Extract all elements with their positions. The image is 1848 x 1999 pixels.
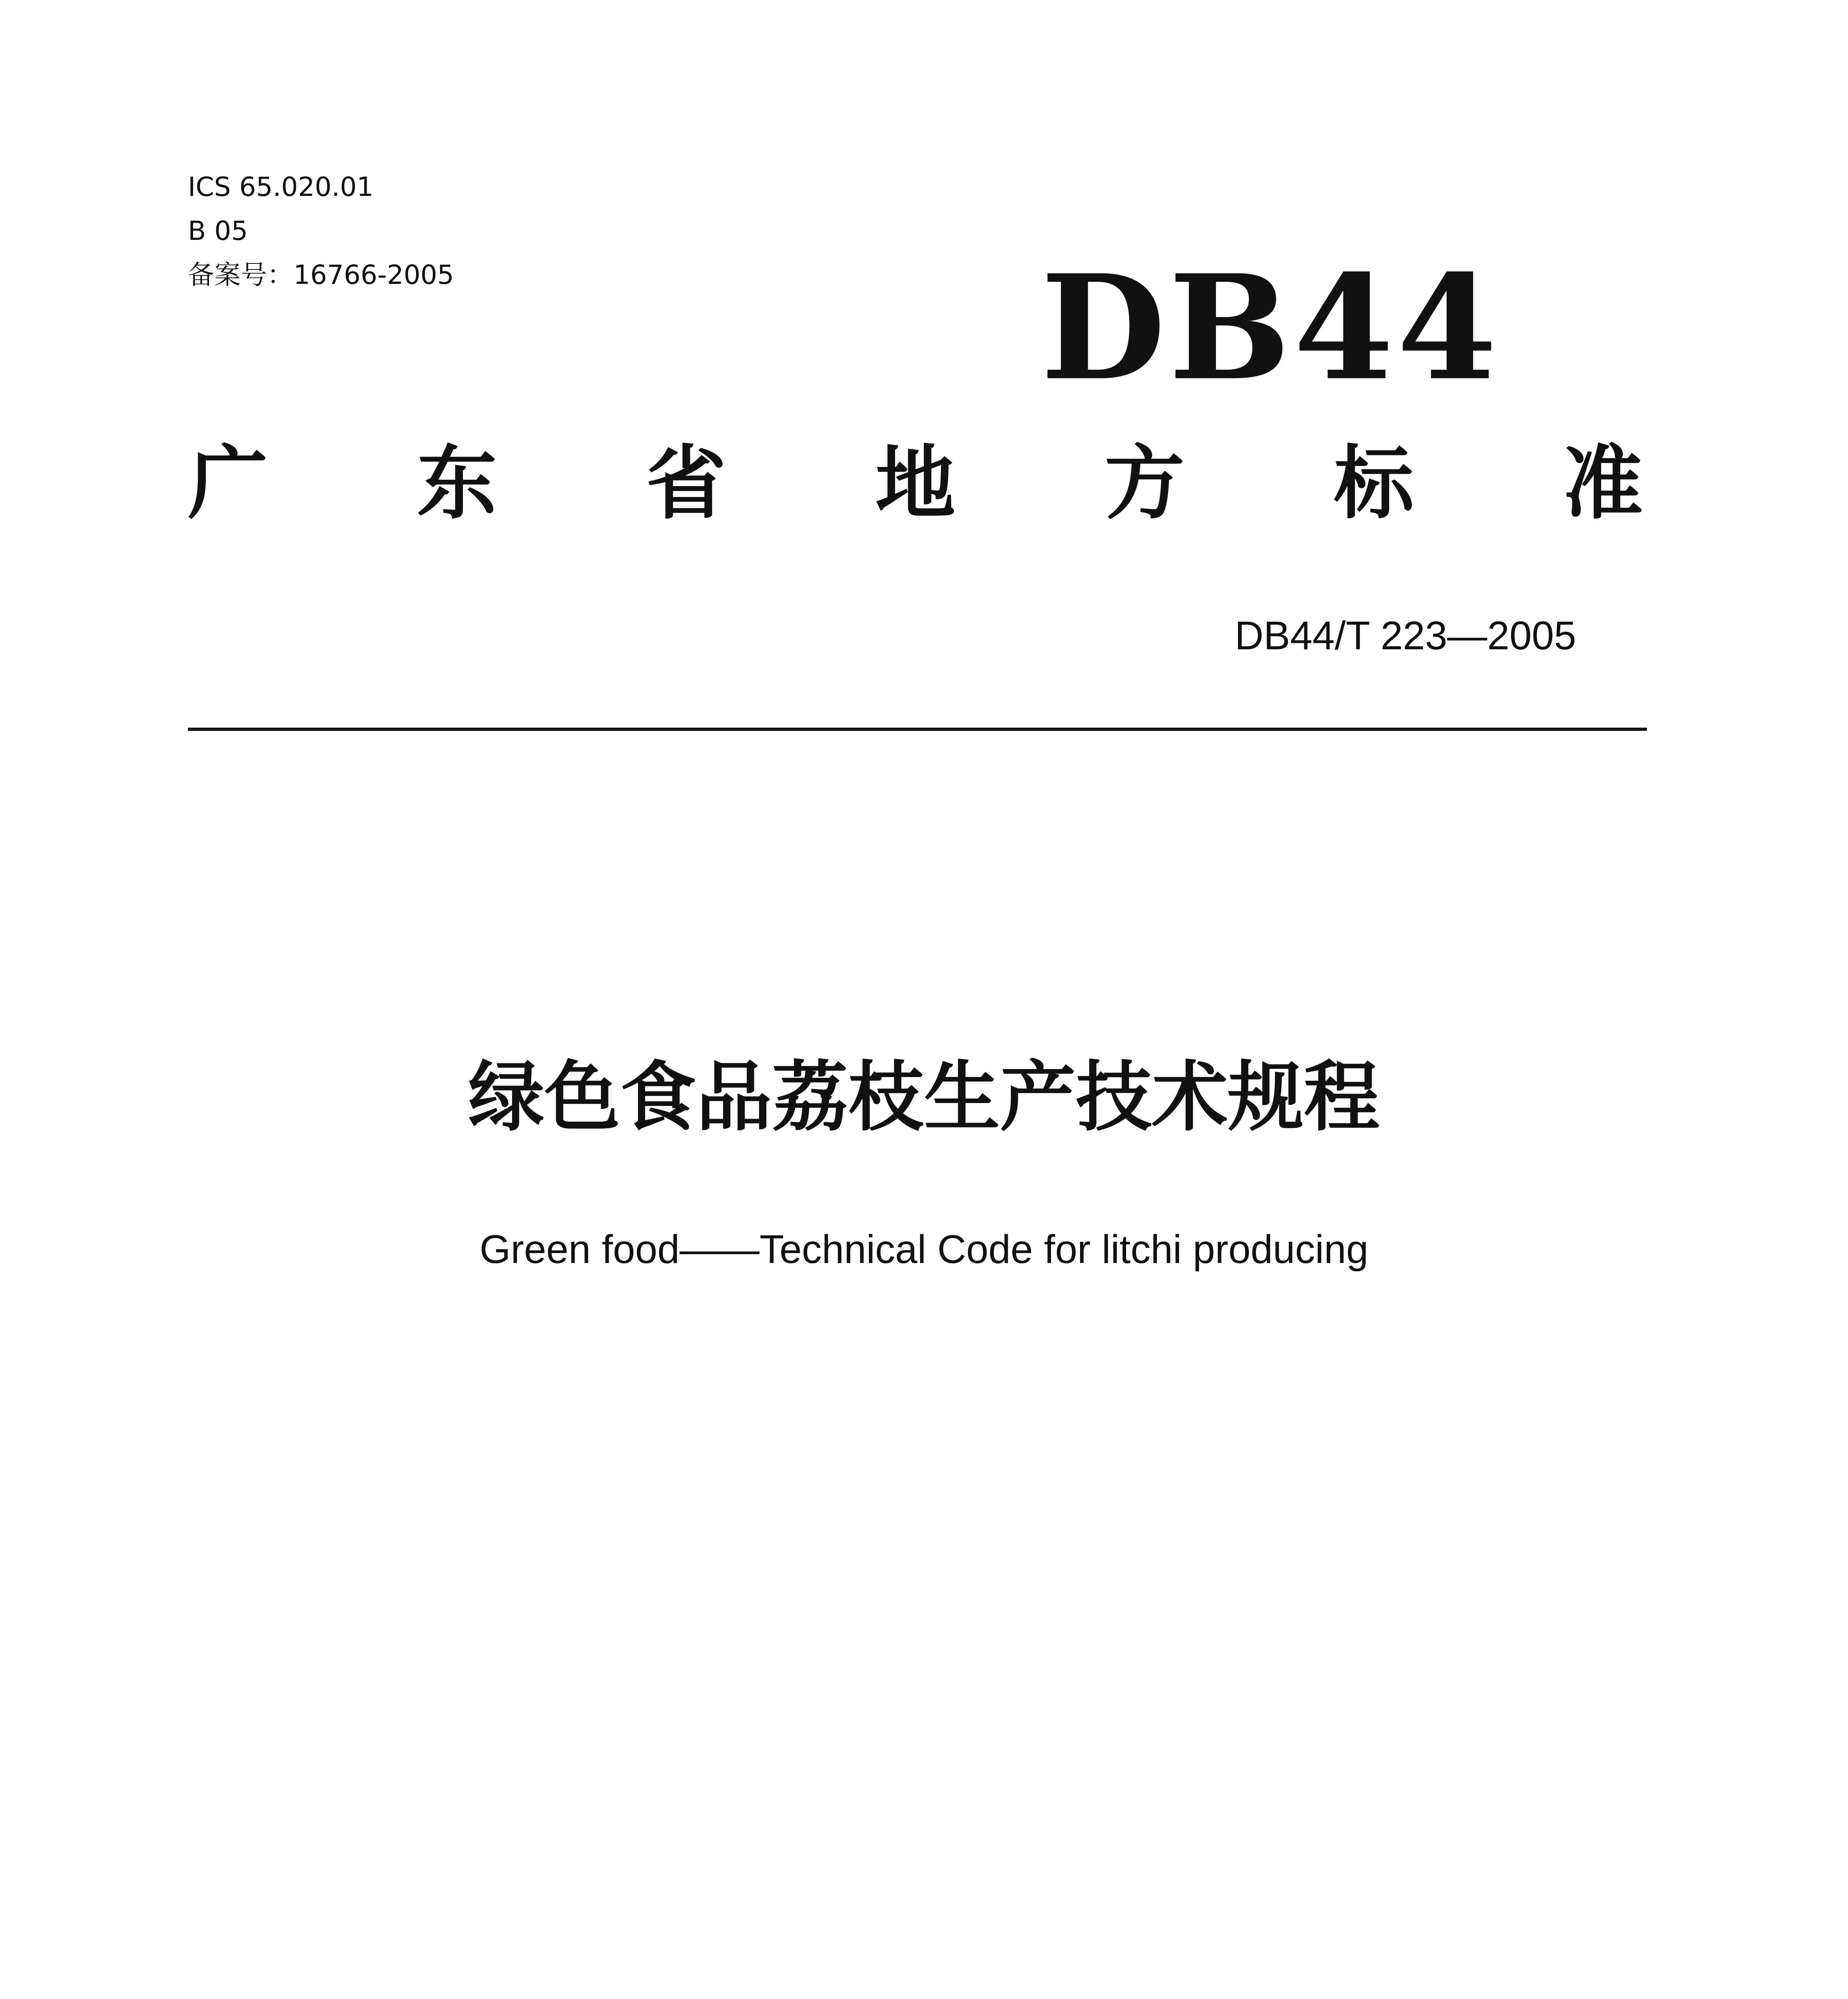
standard-type-char: 东 [417,437,497,530]
db-mark: DB44 [1041,243,1500,412]
document-title-en: Green food——Technical Code for litchi producing [479,1227,1369,1272]
standard-type-char: 地 [875,437,955,530]
document-title-cn: 绿色食品荔枝生产技术规程 [468,1053,1380,1141]
standard-type-char: 方 [1104,437,1185,530]
standard-number: DB44/T 223—2005 [1234,613,1576,658]
ccs-code: B 05 [188,215,248,246]
standard-type-char: 省 [646,437,726,530]
standard-type-char: 广 [188,437,268,530]
standard-type-char: 标 [1334,437,1414,530]
standard-type-title [188,437,1643,530]
top-divider [188,728,1647,731]
standard-type-char: 准 [1563,437,1643,530]
ics-code: ICS 65.020.01 [188,172,374,202]
record-number: 备案号：16766-2005 [188,259,454,290]
